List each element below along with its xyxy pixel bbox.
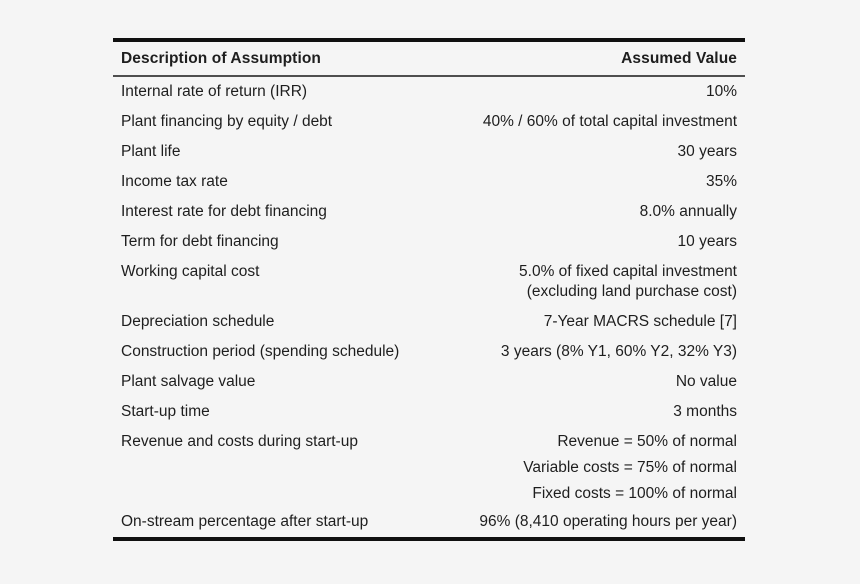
assumed-value-line: 10%: [705, 83, 737, 100]
assumption-description: Revenue and costs during start-up: [121, 433, 358, 450]
assumed-value-line: No value: [675, 373, 737, 390]
table-row: [113, 507, 745, 537]
assumed-value-line: 35%: [705, 173, 737, 190]
assumed-value: [332, 107, 737, 137]
assumed-value: [358, 427, 737, 507]
table-row: [113, 167, 745, 197]
column-header-assumed-value: Assumed Value: [621, 49, 737, 67]
assumed-value-line: (excluding land purchase cost): [526, 283, 737, 300]
assumed-value: [228, 167, 737, 197]
assumed-value: [255, 367, 737, 397]
assumed-value: [259, 257, 737, 307]
assumed-value-line: 3 years (8% Y1, 60% Y2, 32% Y3): [500, 343, 737, 360]
column-header-description: Description of Assumption: [121, 49, 321, 67]
assumption-description: Construction period (spending schedule): [121, 343, 400, 360]
assumption-description: Depreciation schedule: [121, 313, 275, 330]
assumption-description: Internal rate of return (IRR): [121, 83, 308, 100]
table-row: [113, 197, 745, 227]
assumed-value-line: 3 months: [673, 403, 737, 420]
table-row: [113, 337, 745, 367]
assumed-value: [274, 307, 737, 337]
assumed-value-line: 7-Year MACRS schedule [7]: [543, 313, 737, 330]
table-row: [113, 77, 745, 107]
table-bottom-rule: [113, 537, 745, 541]
table-row: [113, 367, 745, 397]
assumed-value-line: Revenue = 50% of normal: [557, 433, 737, 450]
assumed-value-line: 8.0% annually: [639, 203, 737, 220]
table-row: [113, 307, 745, 337]
table-row: [113, 397, 745, 427]
assumed-value-line: 5.0% of fixed capital investment: [519, 263, 737, 280]
assumption-description: Interest rate for debt financing: [121, 203, 327, 220]
assumed-value: [307, 77, 737, 107]
assumed-value: [327, 197, 737, 227]
assumed-value: [368, 507, 737, 537]
assumed-value-line: 10 years: [677, 233, 737, 250]
assumed-value-line: Fixed costs = 100% of normal: [532, 485, 737, 502]
table-header-row: [113, 42, 745, 75]
assumption-description: Plant financing by equity / debt: [121, 113, 333, 130]
assumed-value: [279, 227, 737, 257]
table-body: [113, 77, 745, 537]
assumption-description: Working capital cost: [121, 263, 260, 280]
table-row: [113, 227, 745, 257]
table-row: [113, 107, 745, 137]
assumption-description: Income tax rate: [121, 173, 228, 190]
assumed-value-line: 40% / 60% of total capital investment: [482, 113, 737, 130]
assumed-value: [399, 337, 737, 367]
assumption-description: Term for debt financing: [121, 233, 279, 250]
assumed-value-line: 96% (8,410 operating hours per year): [479, 513, 737, 530]
table-row: [113, 427, 745, 507]
assumed-value-line: Variable costs = 75% of normal: [523, 459, 737, 476]
table-row: [113, 137, 745, 167]
assumption-description: Plant life: [121, 143, 181, 160]
assumption-description: Start-up time: [121, 403, 210, 420]
assumed-value-line: 30 years: [677, 143, 737, 160]
assumptions-table: [113, 38, 745, 541]
assumed-value: [210, 397, 737, 427]
table-row: [113, 257, 745, 307]
assumed-value: [180, 137, 737, 167]
assumption-description: On-stream percentage after start-up: [121, 513, 369, 530]
assumption-description: Plant salvage value: [121, 373, 256, 390]
